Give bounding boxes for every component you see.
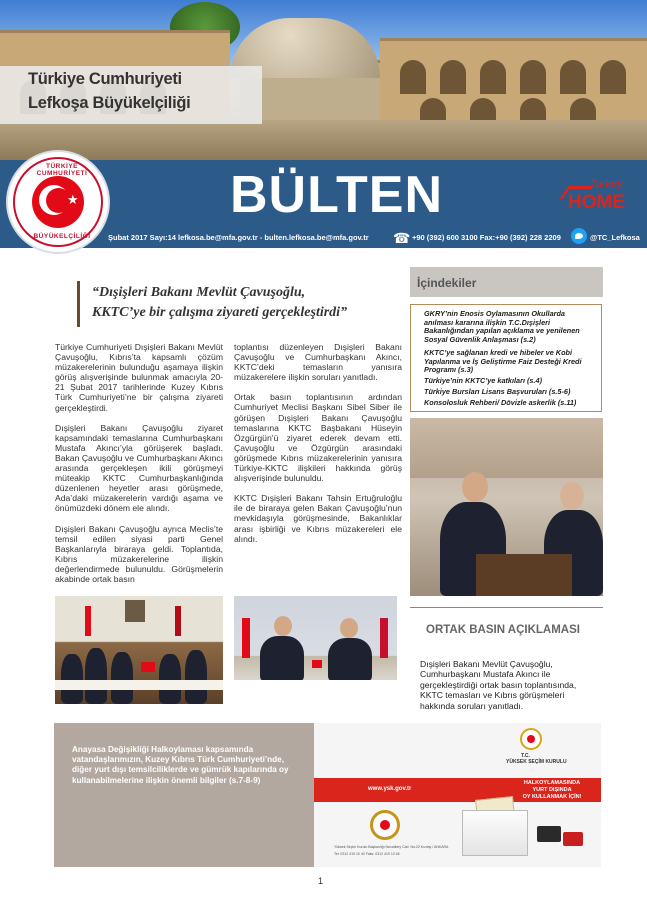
ysk-fine-print: Yüksek Seçim Kurulu Başkanlığı Necatibey Cad. No:22 Kızılay / ANKARA: [334, 845, 449, 849]
toc-item[interactable]: GKRY’nin Enosis Oylamasının Okullarda anılması kararına ilişkin T.C.Dışişleri Bakanlığından yapılan açıklama ve yenilenen Sosyal Güvenlik Anlaşması (s.2): [424, 309, 580, 344]
delegation-meeting-photo: [55, 596, 223, 704]
toc-item[interactable]: KKTC’ye sağlanan kredi ve hibeler ve Kobi Yapılanma ve İş Geliştirme Faiz Desteği Kredi Programı (s.3): [424, 348, 582, 375]
toc-title: İçindekiler: [417, 276, 477, 290]
article-column-1: [55, 342, 223, 594]
ysk-logo-icon: [520, 728, 542, 750]
home-logo-small-text: Turkey: [590, 178, 623, 190]
press-divider: [410, 607, 603, 608]
ballot-box-icon: [462, 810, 528, 856]
headline-line2: KKTC’ye bir çalışma ziyareti gerçekleştirdi”: [92, 305, 348, 320]
press-conference-photo: [410, 418, 603, 596]
ysk-url[interactable]: www.ysk.gov.tr: [368, 786, 412, 792]
twitter-handle[interactable]: @TC_Lefkosa: [590, 233, 640, 242]
ysk-tc-label: T.C.: [521, 753, 530, 759]
toc-item[interactable]: Konsolosluk Rehberi/ Dövizle askerlik (s.11): [424, 398, 577, 407]
ysk-headline: HALKOYLAMASINDA: [523, 780, 581, 786]
turkey-home-logo: [556, 178, 632, 218]
article-paragraph: Ortak basın toplantısının ardından Cumhuriyet Meclisi Başkanı Sibel Siber ile görüşen Dışişleri Bakanı Çavuşoğlu temaslarına KKTC Başbakanı Hüseyin Özgürgün’ü ziyaret ederek devam etti. Çavuşoğlu ve Özgürgün arasındaki görüşmede Kıbrıs müzakerelerinin yanısıra Türkiye-KKTC ilişkileri hakkında görüş alışverişinde bulunuldu.: [234, 392, 402, 484]
article-paragraph: toplantısı düzenleyen Dışişleri Bakanı Çavuşoğlu ve Cumhurbaşkanı Akıncı, KKTC’deki temasların yanısıra müzakerelere ilişkin soruları yanıtladı.: [234, 342, 402, 383]
contact-numbers: +90 (392) 600 3100 Fax:+90 (392) 228 2209: [412, 233, 561, 242]
embassy-seal: ★: [8, 152, 108, 252]
ministers-meeting-photo: [234, 596, 397, 704]
issue-and-email[interactable]: Şubat 2017 Sayı:14 lefkosa.be@mfa.gov.tr - bulten.lefkosa.be@mfa.gov.tr: [108, 233, 369, 242]
phone-icon: ☎: [393, 230, 411, 246]
embassy-name-line2: Lefkoşa Büyükelçiliği: [28, 94, 191, 112]
article-column-2: [234, 342, 402, 554]
newsletter-title: BÜLTEN: [230, 166, 444, 224]
article-paragraph: KKTC Dışişleri Bakanı Tahsin Ertuğruloğlu ile de biraraya gelen Bakan Çavuşoğlu’nun mevkidaşıyla görüşmesinde, Bakanlıklar arası işbirliği ve Kıbrıs müzakereleri ele alındı.: [234, 493, 402, 544]
ysk-headline: YURT DIŞINDA: [532, 787, 572, 793]
toc-item[interactable]: Türkiye Bursları Lisans Başvuruları (s.5-6): [424, 387, 571, 396]
headline-line1: “Dışişleri Bakanı Mevlüt Çavuşoğlu,: [92, 285, 306, 300]
ysk-headline: OY KULLANMAK İÇİN!: [522, 794, 582, 800]
stamp-icon: [537, 826, 561, 842]
press-title: ORTAK BASIN AÇIKLAMASI: [426, 624, 580, 636]
press-text: Dışişleri Bakanı Mevlüt Çavuşoğlu, Cumhurbaşkanı Mustafa Akıncı ile gerçekleştirdiği ortak basın toplantısında, KKTC temasları ve Kıbrıs görüşmeleri hakkında soruları yanıtladı.: [420, 659, 577, 711]
article-paragraph: Türkiye Cumhuriyeti Dışişleri Bakanı Mevlüt Çavuşoğlu, Kıbrıs’ta kapsamlı çözüm müzakerelerinin bulunduğu aşamaya ilişkin görüş alışverişinde bulunmak amacıyla 20-21 Şubat 2017 tarihlerinde Kuzey Kıbrıs Türk Cumhuriyeti’ne bir çalışma ziyareti gerçekleştirdi.: [55, 342, 223, 413]
page-number: 1: [318, 876, 324, 886]
article-paragraph: Dışişleri Bakanı Çavuşoğlu ziyaret kapsamındaki temaslarına Cumhurbaşkanı Mustafa Akıncı’yla görüşerek başladı. Bakan Çavuşoğlu ve Cumhurbaşkanı Akıncı arasında gerçekleşen ikili görüşmeyi müteakip KKTC Cumhurbaşkanlığında düzenlenen heyetler arası görüşmede, Ada’daki müzakerelerin vardığı aşama ve önümüzdeki dönem ele alındı.: [55, 422, 223, 514]
seal-top-text: TÜRKİYE CUMHURİYETİ: [36, 163, 88, 177]
ysk-fine-print: Tel: 0312 419 10 40 Faks: 0312 419 10 46: [334, 852, 400, 856]
headline-accent-bar: [77, 281, 80, 327]
toc-item[interactable]: Türkiye’nin KKTC’ye katkıları (s.4): [424, 376, 543, 385]
ysk-name: YÜKSEK SEÇİM KURULU: [506, 759, 567, 765]
ysk-seal-icon: [370, 810, 400, 840]
article-paragraph: Dışişleri Bakanı Çavuşoğlu ayrıca Meclis’te temsil edilen siyasi parti Genel Başkanlarıyla biraraya geldi. Toplantıda, Kıbrıs müzakerelerine ilişkin değerlendirmede bulunuldu. Görüşmelerin akabinde ortak basın: [55, 523, 223, 584]
embassy-name-line1: Türkiye Cumhuriyeti: [28, 70, 182, 88]
home-logo-text: HOME: [568, 192, 625, 213]
referendum-banner-text: Anayasa Değişikliği Halkoylaması kapsamında vatandaşlarımızın, Kuzey Kıbrıs Türk Cumhuriyeti’nde, diğer yurt dışı temsilciliklerde ve gümrük kapılarında oy kullanabilmelerine ilişkin önemli bilgiler (s.7-8-9): [72, 745, 289, 785]
seal-bottom-text: BÜYÜKELÇİLİĞİ: [33, 233, 91, 240]
twitter-icon[interactable]: [571, 228, 587, 244]
stamp-icon: [563, 832, 583, 846]
